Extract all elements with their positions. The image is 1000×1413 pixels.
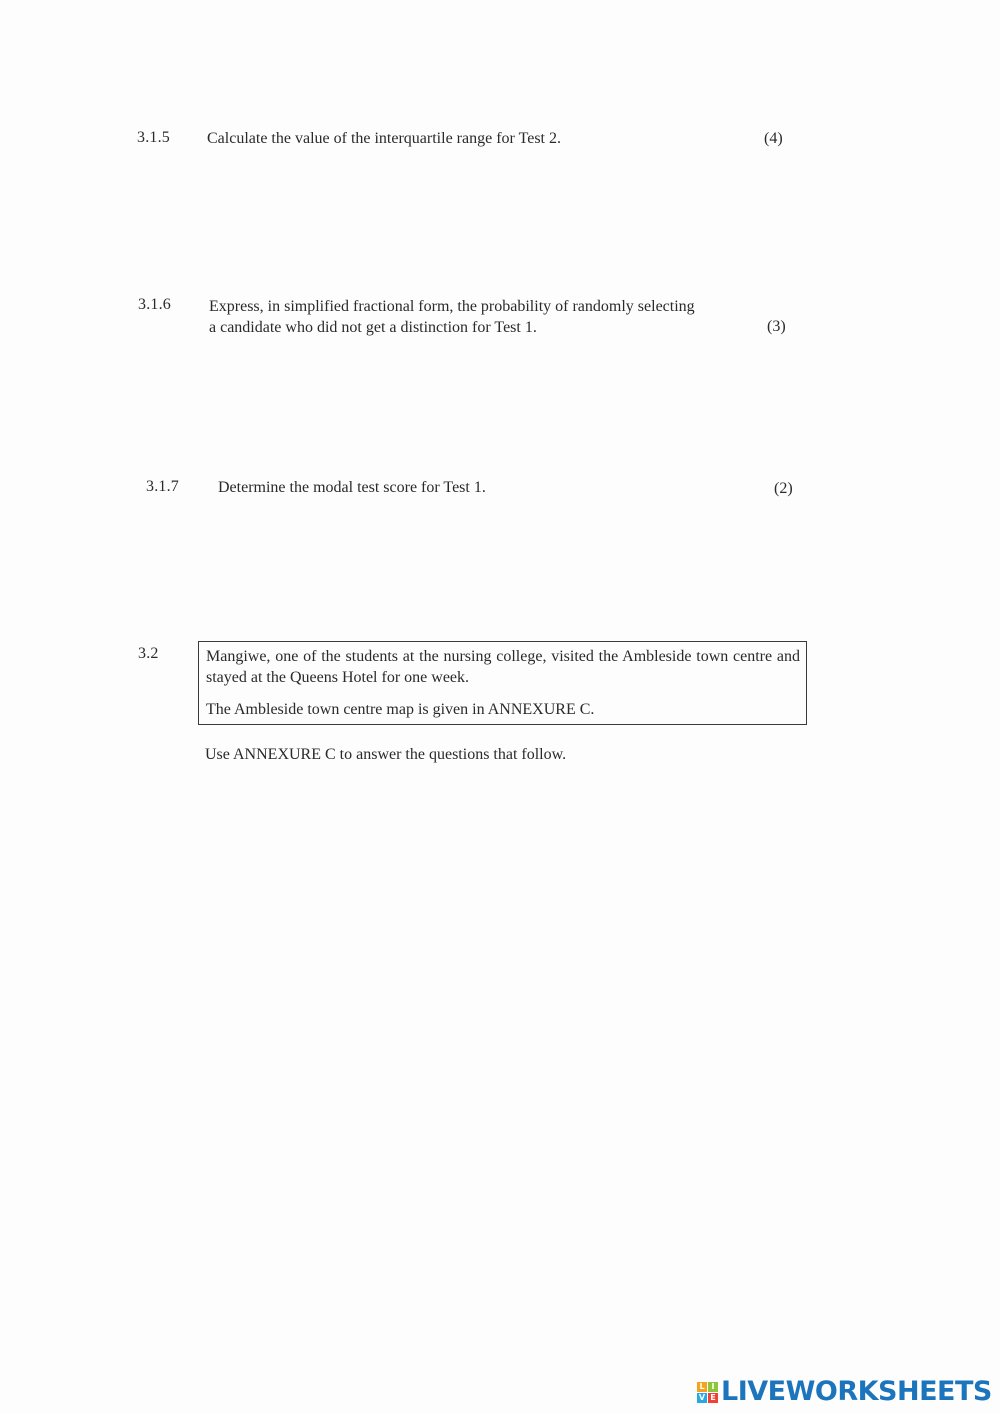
question-text-3-1-5: Calculate the value of the interquartile range for Test 2. xyxy=(207,130,561,147)
question-text-3-1-6-line2: a candidate who did not get a distinction for Test 1. xyxy=(209,319,537,336)
question-number-3-1-7: 3.1.7 xyxy=(146,478,179,495)
logo-tiles-icon xyxy=(697,1382,718,1403)
instruction-text: Use ANNEXURE C to answer the questions that follow. xyxy=(205,746,567,763)
question-text-3-1-6-line1: Express, in simplified fractional form, the probability of randomly selecting xyxy=(209,298,695,315)
context-paragraph-2: The Ambleside town centre map is given in ANNEXURE C. xyxy=(206,701,595,718)
question-number-3-2: 3.2 xyxy=(138,645,159,662)
marks-3-1-5: (4) xyxy=(764,130,783,147)
logo-wordmark: LIVEWORKSHEETS xyxy=(721,1376,992,1407)
logo-tile-l: L xyxy=(697,1382,707,1392)
question-number-3-1-5: 3.1.5 xyxy=(137,129,170,146)
liveworksheets-logo xyxy=(697,1377,992,1407)
context-paragraph-1: Mangiwe, one of the students at the nursing college, visited the Ambleside town centre and stayed at the Queens Hotel for one week. xyxy=(206,648,800,686)
question-text-3-1-7: Determine the modal test score for Test 1. xyxy=(218,479,486,496)
marks-3-1-6: (3) xyxy=(767,318,786,335)
context-box xyxy=(198,641,807,725)
logo-tile-e: E xyxy=(708,1393,718,1403)
question-number-3-1-6: 3.1.6 xyxy=(138,296,171,313)
marks-3-1-7: (2) xyxy=(774,480,793,497)
logo-tile-i: I xyxy=(708,1382,718,1392)
logo-tile-v: V xyxy=(698,1392,706,1402)
